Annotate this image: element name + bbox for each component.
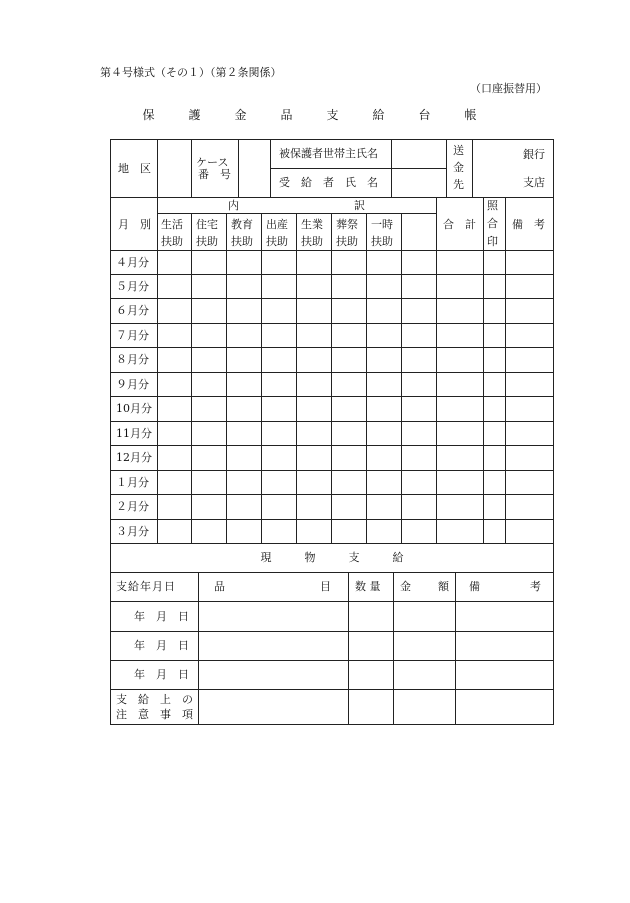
breakdown-left: 内 bbox=[228, 199, 239, 212]
col-qty: 数 量 bbox=[355, 580, 381, 593]
col-amount-left: 金 bbox=[400, 580, 411, 593]
month-label: ５月分 bbox=[116, 280, 149, 293]
check-label-3: 印 bbox=[487, 235, 498, 248]
assistance-item-5-line2: 扶助 bbox=[301, 235, 323, 248]
col-item-right: 目 bbox=[320, 580, 331, 593]
total-label: 合 計 bbox=[443, 218, 476, 231]
notes-label-1: 支 給 上 の bbox=[116, 693, 193, 706]
district-label: 地 区 bbox=[118, 162, 151, 175]
month-label: １月分 bbox=[116, 476, 149, 489]
month-label: 10月分 bbox=[116, 402, 152, 415]
recipient-label: 受 給 者 氏 名 bbox=[279, 176, 378, 189]
assistance-item-7-line2: 扶助 bbox=[371, 235, 393, 248]
month-label: ６月分 bbox=[116, 304, 149, 317]
assistance-item-2-line1: 住宅 bbox=[196, 218, 218, 231]
date-row-1: 年 月 日 bbox=[134, 610, 189, 623]
date-row-2: 年 月 日 bbox=[134, 639, 189, 652]
form-number: 第４号様式（その１）（第２条関係） bbox=[100, 66, 282, 79]
assistance-item-4-line2: 扶助 bbox=[266, 235, 288, 248]
col-amount-right: 額 bbox=[438, 580, 449, 593]
account-note: （口座振替用） bbox=[470, 82, 547, 95]
check-label-1: 照 bbox=[487, 199, 498, 212]
month-label: ４月分 bbox=[116, 256, 149, 269]
check-label-2: 合 bbox=[487, 217, 498, 230]
month-label: ３月分 bbox=[116, 525, 149, 538]
month-label: ９月分 bbox=[116, 378, 149, 391]
assistance-item-1-line2: 扶助 bbox=[161, 235, 183, 248]
remit-label-1: 送 bbox=[453, 144, 464, 157]
date-row-3: 年 月 日 bbox=[134, 668, 189, 681]
col-item-left: 品 bbox=[214, 580, 225, 593]
breakdown-right: 訳 bbox=[354, 199, 365, 212]
remit-label-2: 金 bbox=[453, 161, 464, 174]
assistance-item-5-line1: 生業 bbox=[301, 218, 323, 231]
col-remarks-left: 備 bbox=[469, 580, 480, 593]
document-title: 保 護 金 品 支 給 台 帳 bbox=[142, 108, 488, 122]
month-label: ２月分 bbox=[116, 500, 149, 513]
notes-label-2: 注 意 事 項 bbox=[116, 708, 193, 721]
assistance-item-2-line2: 扶助 bbox=[196, 235, 218, 248]
remarks-label: 備 考 bbox=[512, 218, 545, 231]
assistance-item-7-line1: 一時 bbox=[371, 218, 393, 231]
assistance-item-4-line1: 出産 bbox=[266, 218, 288, 231]
assistance-item-3-line1: 教育 bbox=[231, 218, 253, 231]
col-date: 支給年月日 bbox=[116, 580, 176, 593]
month-label: ８月分 bbox=[116, 353, 149, 366]
month-header: 月 別 bbox=[118, 218, 151, 231]
remit-label-3: 先 bbox=[453, 178, 464, 191]
case-number-label-1: ケース bbox=[196, 156, 229, 169]
case-number-label-2: 番 号 bbox=[198, 168, 231, 181]
assistance-item-6-line2: 扶助 bbox=[336, 235, 358, 248]
bank-label: 銀行 bbox=[523, 148, 545, 161]
assistance-item-1-line1: 生活 bbox=[161, 218, 183, 231]
branch-label: 支店 bbox=[523, 176, 545, 189]
month-label: ７月分 bbox=[116, 329, 149, 342]
month-label: 12月分 bbox=[116, 451, 152, 464]
col-remarks-right: 考 bbox=[530, 580, 541, 593]
month-label: 11月分 bbox=[116, 427, 152, 440]
household-head-label: 被保護者世帯主氏名 bbox=[279, 147, 378, 160]
in-kind-title: 現 物 支 給 bbox=[260, 551, 404, 564]
assistance-item-6-line1: 葬祭 bbox=[336, 218, 358, 231]
assistance-item-3-line2: 扶助 bbox=[231, 235, 253, 248]
